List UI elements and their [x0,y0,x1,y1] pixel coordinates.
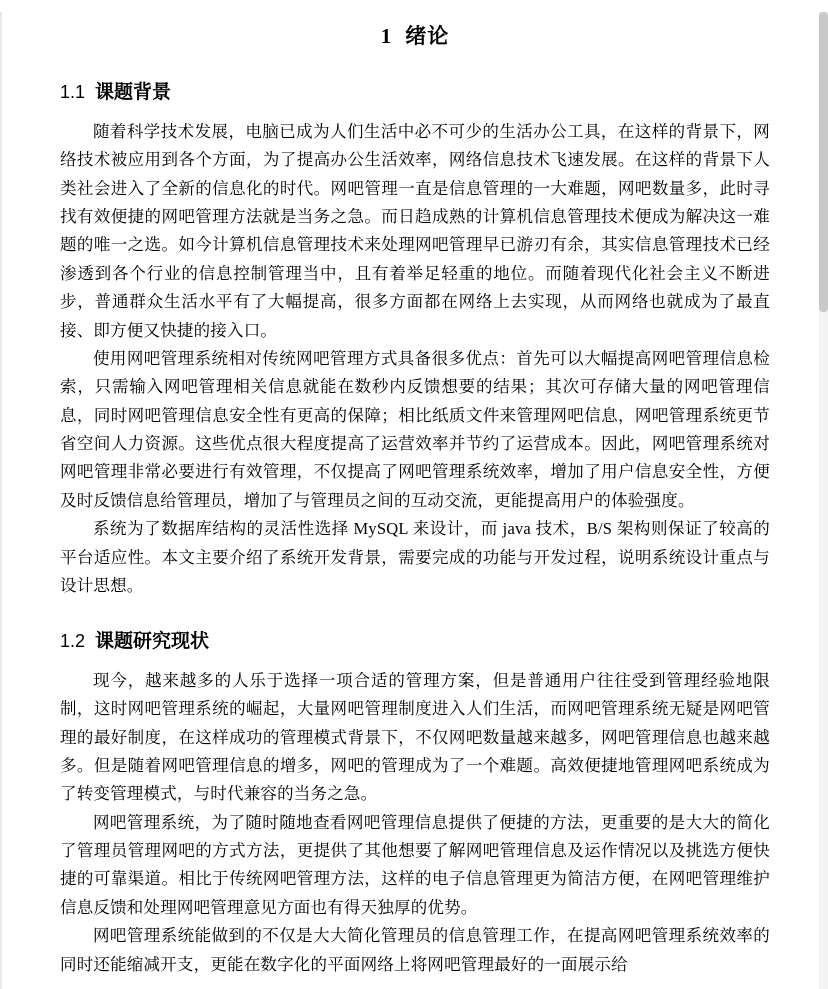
scrollbar-thumb[interactable] [819,12,828,312]
document-page [0,12,828,989]
section-heading-1-2 [60,628,770,657]
section-heading-1-1 [60,79,770,108]
vertical-scrollbar[interactable] [819,12,828,989]
paragraph: 系统为了数据库结构的灵活性选择 MySQL 来设计，而 java 技术，B/S 架构则保证了较高的平台适应性。本文主要介绍了系统开发背景，需要完成的功能与开发过程，说明系统设计重点与设计思想。 [60,519,770,595]
chapter-number: 1 [380,24,392,48]
section-number-1-1: 1.1 [60,82,86,103]
paragraph: 现今，越来越多的人乐于选择一项合适的管理方案，但是普通用户往往受到管理经验地限制，这时网吧管理系统的崛起，大量网吧管理制度进入人们生活，而网吧管理系统无疑是网吧管理的最好制度，在这样成功的管理模式背景下，不仅网吧数量越来越多，网吧管理信息也越来越多。但是随着网吧管理信息的增多，网吧的管理成为了一个难题。高效便捷地管理网吧系统成为了转变管理模式，与时代兼容的当务之急。 [60,670,770,804]
paragraph: 随着科学技术发展，电脑已成为人们生活中必不可少的生活办公工具，在这样的背景下，网络技术被应用到各个方面，为了提高办公生活效率，网络信息技术飞速发展。在这样的背景下人类社会进入了全新的信息化的时代。网吧管理一直是信息管理的一大难题，网吧数量多，此时寻找有效便捷的网吧管理方法就是当务之急。而日趋成熟的计算机信息管理技术便成为解决这一难题的唯一之选。如今计算机信息管理技术来处理网吧管理早已游刃有余，其实信息管理技术已经渗透到各个行业的信息控制管理当中，且有着举足轻重的地位。而随着现代化社会主义不断进步，普通群众生活水平有了大幅提高，很多方面都在网络上去实现，从而网络也就成为了最直接、即方便又快捷的接入口。 [60,121,770,340]
section-title-1-1: 课题背景 [95,82,172,104]
paragraph: 使用网吧管理系统相对传统网吧管理方式具备很多优点：首先可以大幅提高网吧管理信息检索，只需输入网吧管理相关信息就能在数秒内反馈想要的结果；其次可存储大量的网吧管理信息，同时网吧管理信息安全性有更高的保障；相比纸质文件来管理网吧信息，网吧管理系统更节省空间人力资源。这些优点很大程度提高了运营效率并节约了运营成本。因此，网吧管理系统对网吧管理非常必要进行有效管理，不仅提高了网吧管理系统效率，增加了用户信息安全性，方便及时反馈信息给管理员，增加了与管理员之间的互动交流，更能提高用户的体验强度。 [60,348,770,510]
section-number-1-2: 1.2 [60,631,86,652]
chapter-title [60,12,770,51]
paragraph: 网吧管理系统，为了随时随地查看网吧管理信息提供了便捷的方法，更重要的是大大的简化了管理员管理网吧的方式方法，更提供了其他想要了解网吧管理信息及运作情况以及挑选方便快捷的可靠渠道。相比于传统网吧管理方法，这样的电子信息管理更为简洁方便，在网吧管理维护信息反馈和处理网吧管理意见方面也有得天独厚的优势。 [60,812,770,917]
page-left-edge [0,12,2,989]
paragraph: 网吧管理系统能做到的不仅是大大简化管理员的信息管理工作，在提高网吧管理系统效率的同时还能缩减开支，更能在数字化的平面网络上将网吧管理最好的一面展示给 [60,926,770,974]
chapter-title-text: 绪论 [405,24,450,48]
section-title-1-2: 课题研究现状 [95,631,210,653]
